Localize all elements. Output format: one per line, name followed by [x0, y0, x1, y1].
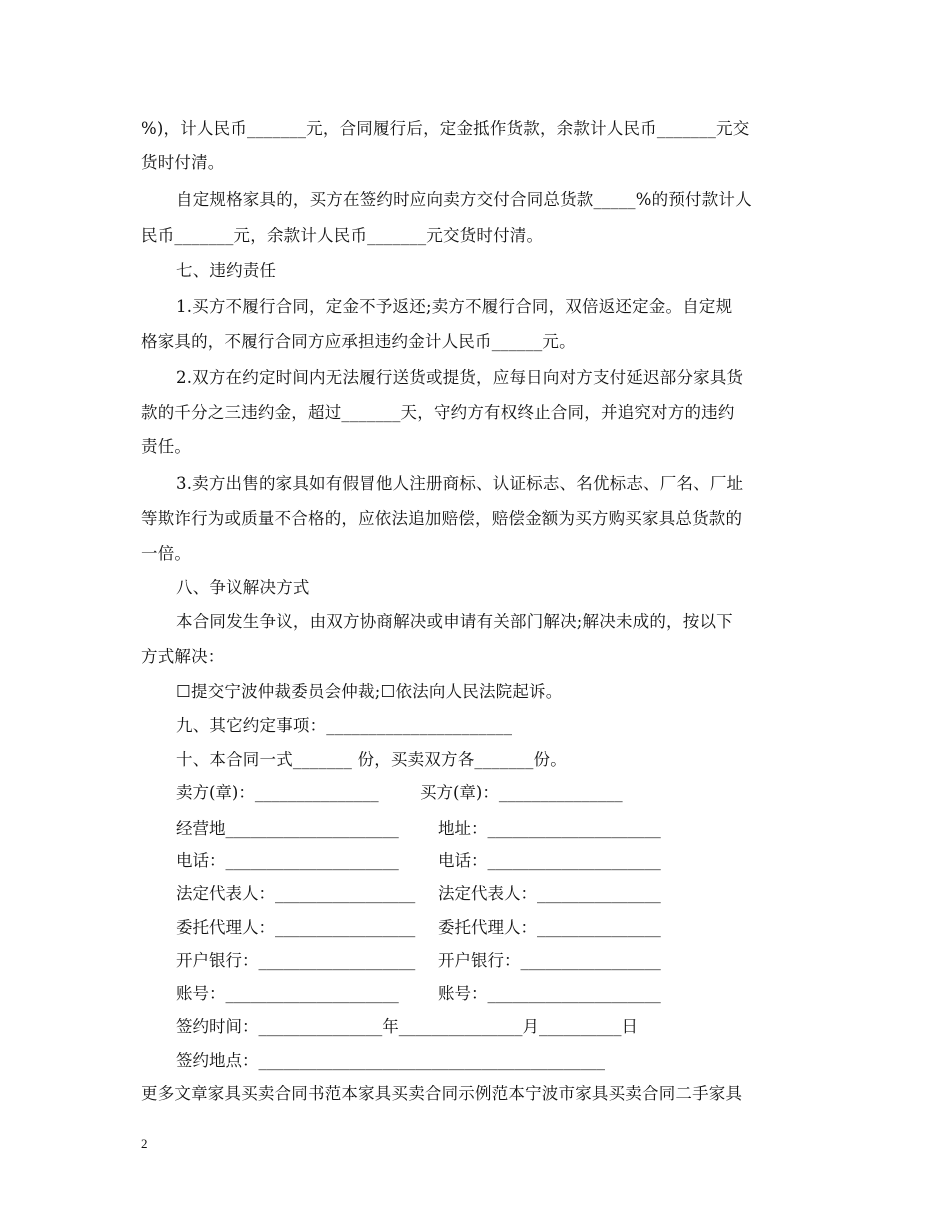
- bank-field-seller: 开户银行：___________________: [176, 951, 416, 970]
- page-number: 2: [141, 1136, 148, 1151]
- account-field-seller: 账号：_____________________: [176, 984, 399, 1003]
- phone-field-seller: 电话：_____________________: [176, 851, 399, 870]
- body-line: 格家具的，不履行合同方应承担违约金计人民币______元。: [141, 332, 576, 351]
- checkbox-options-line: ☐提交宁波仲裁委员会仲裁;☐依法向人民法院起诉。: [176, 682, 563, 701]
- body-line: 责任。: [141, 437, 192, 456]
- legal-rep-field-seller: 法定代表人：_________________: [176, 884, 416, 903]
- body-line: 民币_______元，余款计人民币_______元交货时付清。: [141, 226, 544, 245]
- section-heading: 八、争议解决方式: [176, 578, 310, 597]
- footer-related-articles: 更多文章家具买卖合同书范本家具买卖合同示例范本宁波市家具买卖合同二手家具: [141, 1084, 743, 1103]
- signing-date-field: 签约时间：_______________年_______________月__________日: [176, 1017, 638, 1036]
- body-line: 本合同发生争议，由双方协商解决或申请有关部门解决;解决未成的，按以下: [176, 612, 733, 631]
- body-line: 2.双方在约定时间内无法履行送货或提货，应每日向对方支付延迟部分家具货: [176, 368, 744, 387]
- body-line: %)，计人民币_______元，合同履行后，定金抵作货款，余款计人民币_______元交: [141, 119, 750, 138]
- signing-place-field: 签约地点：__________________________________________: [176, 1051, 605, 1070]
- section-heading: 九、其它约定事项：______________________: [176, 716, 513, 735]
- bank-field-buyer: 开户银行：_________________: [438, 951, 661, 970]
- body-line: 3.卖方出售的家具如有假冒他人注册商标、认证标志、名优标志、厂名、厂址: [176, 474, 744, 493]
- section-heading: 十、本合同一式_______ 份，买卖双方各_______份。: [176, 750, 567, 769]
- agent-field-seller: 委托代理人：_________________: [176, 918, 416, 937]
- body-line: 方式解决：: [141, 647, 225, 666]
- phone-field-buyer: 电话：_____________________: [438, 851, 661, 870]
- account-field-buyer: 账号：_____________________: [438, 984, 661, 1003]
- address-field-buyer: 地址：_____________________: [438, 819, 661, 838]
- body-line: 自定规格家具的，买方在签约时应向卖方交付合同总货款_____%的预付款计人: [176, 190, 752, 209]
- agent-field-buyer: 委托代理人：_______________: [438, 918, 661, 937]
- body-line: 一倍。: [141, 544, 192, 563]
- body-line: 等欺诈行为或质量不合格的，应依法追加赔偿，赔偿金额为买方购买家具总货款的: [141, 509, 743, 528]
- seller-seal-field: 卖方(章)：_______________: [176, 783, 379, 802]
- body-line: 1.买方不履行合同，定金不予返还;卖方不履行合同，双倍返还定金。自定规: [176, 297, 733, 316]
- body-line: 款的千分之三违约金，超过_______天，守约方有权终止合同，并追究对方的违约: [141, 403, 735, 422]
- section-heading: 七、违约责任: [176, 261, 277, 280]
- body-line: 货时付清。: [141, 153, 225, 172]
- address-field-seller: 经营地_____________________: [176, 819, 399, 838]
- buyer-seal-field: 买方(章)：_______________: [420, 783, 623, 802]
- legal-rep-field-buyer: 法定代表人：_______________: [438, 884, 661, 903]
